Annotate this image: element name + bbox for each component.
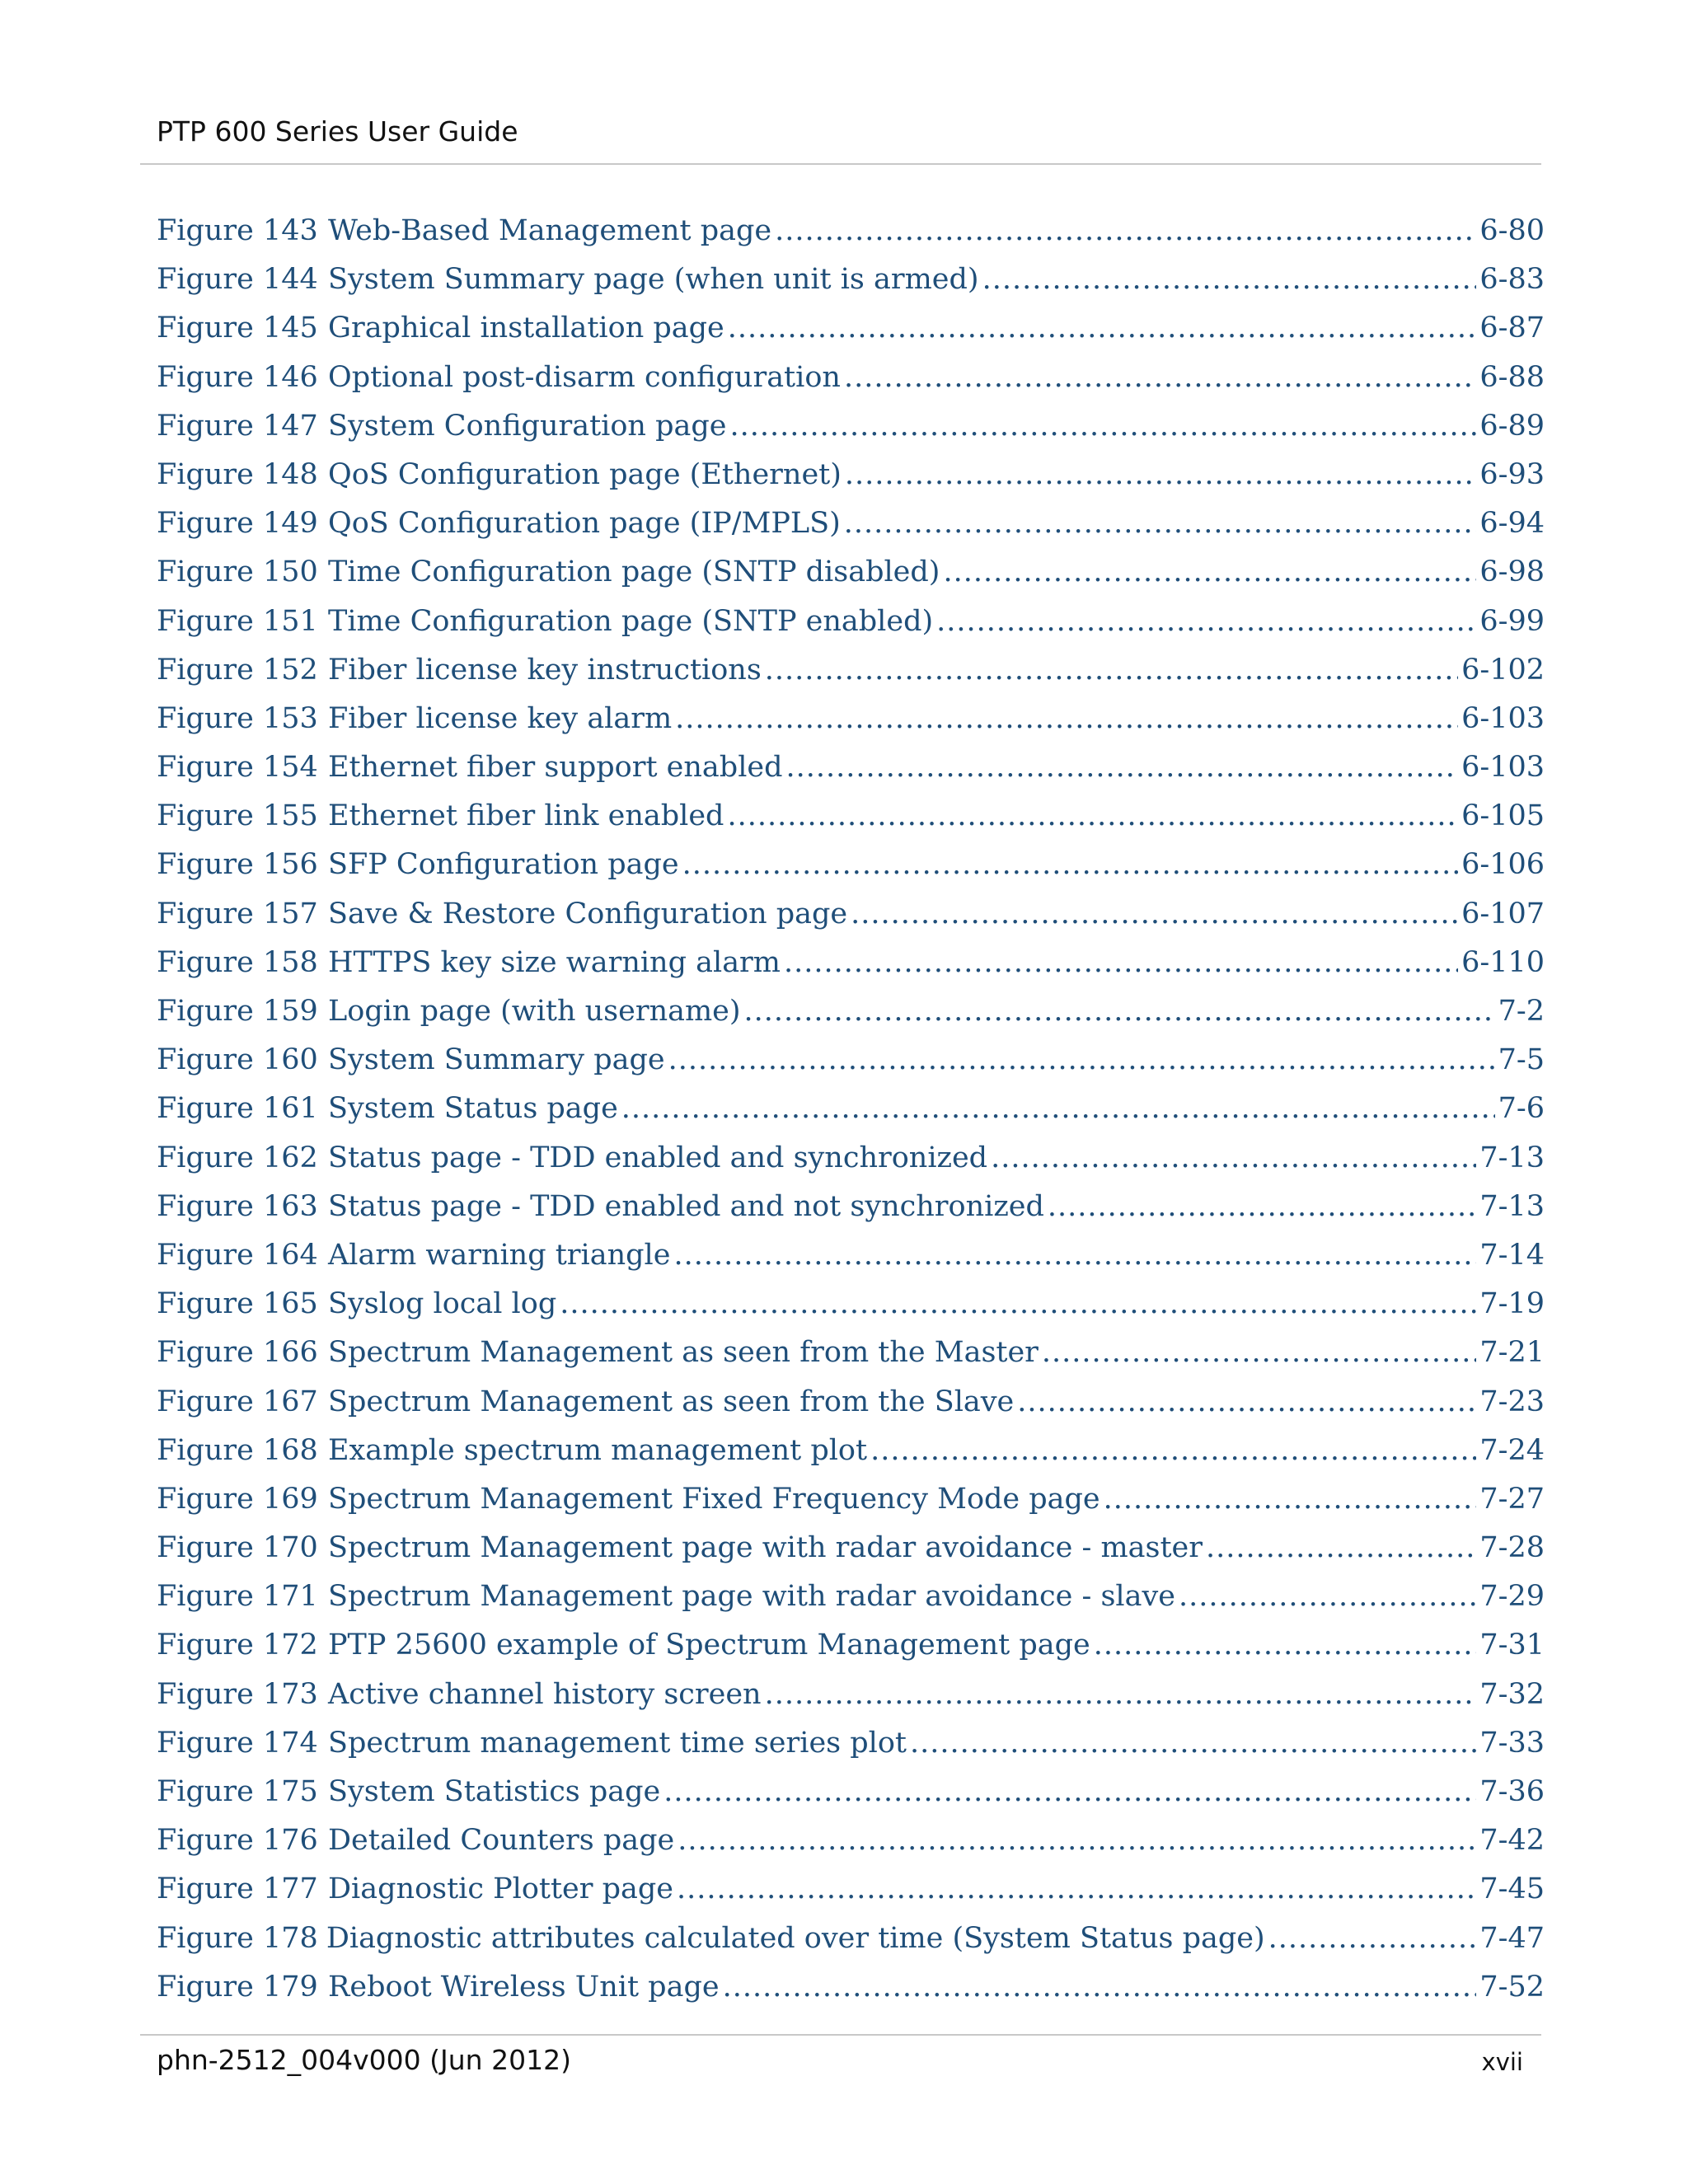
toc-entry-number: Figure 154 xyxy=(157,751,318,785)
toc-entry-page: 6-110 xyxy=(1461,945,1545,979)
toc-dot-leader xyxy=(982,263,1477,296)
toc-dot-leader xyxy=(1094,1629,1477,1661)
toc-entry[interactable] xyxy=(157,799,1545,848)
toc-entry-number: Figure 145 xyxy=(157,312,318,345)
toc-entry[interactable] xyxy=(157,458,1545,507)
toc-entry-title: System Summary page (when unit is armed) xyxy=(328,263,979,297)
toc-entry-title: Login page (with username) xyxy=(328,995,741,1028)
toc-entry-title: Web-Based Management page xyxy=(328,214,772,247)
toc-dot-leader xyxy=(844,361,1476,394)
toc-entry-number: Figure 174 xyxy=(157,1726,318,1760)
toc-entry-page: 7-23 xyxy=(1479,1385,1545,1418)
toc-entry[interactable] xyxy=(157,995,1545,1043)
toc-entry-number: Figure 171 xyxy=(157,1580,318,1614)
toc-entry-title: Reboot Wireless Unit page xyxy=(328,1970,720,2004)
toc-dot-leader xyxy=(784,946,1458,979)
footer-page-number: xvii xyxy=(1481,2048,1523,2076)
toc-dot-leader xyxy=(677,1872,1476,1905)
toc-entry[interactable] xyxy=(157,312,1545,360)
toc-entry-page: 6-107 xyxy=(1461,897,1545,930)
footer-doc-id: phn-2512_004v000 (Jun 2012) xyxy=(157,2044,571,2076)
toc-dot-leader xyxy=(1104,1483,1477,1516)
toc-entry-title: Active channel history screen xyxy=(328,1677,762,1711)
toc-entry-page: 6-105 xyxy=(1461,799,1545,833)
toc-entry[interactable] xyxy=(157,507,1545,555)
toc-entry-title: Optional post-disarm configuration xyxy=(328,360,841,394)
toc-entry-title: Spectrum Management page with radar avoidance - master xyxy=(328,1531,1203,1565)
toc-entry-page: 6-80 xyxy=(1479,214,1545,247)
toc-entry-page: 7-47 xyxy=(1479,1921,1545,1955)
toc-entry[interactable] xyxy=(157,1043,1545,1092)
toc-entry[interactable] xyxy=(157,702,1545,751)
toc-dot-leader xyxy=(786,751,1459,784)
toc-dot-leader xyxy=(678,1824,1476,1857)
toc-entry[interactable] xyxy=(157,1531,1545,1580)
toc-dot-leader xyxy=(663,1775,1476,1808)
toc-entry-title: Spectrum Management as seen from the Slave xyxy=(328,1385,1015,1418)
toc-entry-title: Save & Restore Configuration page xyxy=(328,897,848,930)
toc-entry-number: Figure 176 xyxy=(157,1824,318,1858)
toc-entry-number: Figure 148 xyxy=(157,457,318,491)
toc-entry[interactable] xyxy=(157,1580,1545,1629)
toc-entry-title: Detailed Counters page xyxy=(328,1824,675,1858)
toc-entry-title: Fiber license key alarm xyxy=(328,701,673,735)
toc-entry-title: Time Configuration page (SNTP disabled) xyxy=(328,555,940,589)
toc-entry-page: 7-31 xyxy=(1479,1629,1545,1662)
toc-entry-page: 6-83 xyxy=(1479,263,1545,297)
toc-entry[interactable] xyxy=(157,1141,1545,1190)
toc-entry[interactable] xyxy=(157,1971,1545,2019)
toc-entry-number: Figure 147 xyxy=(157,409,318,443)
toc-entry-number: Figure 151 xyxy=(157,604,318,638)
toc-entry-number: Figure 169 xyxy=(157,1482,318,1516)
toc-dot-leader xyxy=(723,1971,1477,2004)
toc-entry-title: Example spectrum management plot xyxy=(328,1433,868,1467)
toc-entry-number: Figure 177 xyxy=(157,1872,318,1906)
toc-entry[interactable] xyxy=(157,361,1545,410)
toc-entry-title: Spectrum Management as seen from the Master xyxy=(328,1336,1039,1370)
toc-entry-number: Figure 163 xyxy=(157,1189,318,1223)
toc-dot-leader xyxy=(765,654,1458,687)
toc-entry-title: Spectrum management time series plot xyxy=(328,1726,907,1760)
toc-entry-number: Figure 155 xyxy=(157,799,318,833)
toc-entry-number: Figure 146 xyxy=(157,360,318,394)
toc-entry-number: Figure 162 xyxy=(157,1141,318,1174)
toc-dot-leader xyxy=(1268,1922,1477,1955)
toc-entry-page: 6-103 xyxy=(1461,751,1545,785)
toc-dot-leader xyxy=(851,898,1458,930)
toc-entry[interactable] xyxy=(157,1483,1545,1531)
toc-entry[interactable] xyxy=(157,1775,1545,1824)
toc-entry[interactable] xyxy=(157,848,1545,897)
toc-entry[interactable] xyxy=(157,1922,1545,1971)
toc-dot-leader xyxy=(744,995,1495,1028)
toc-entry-page: 6-102 xyxy=(1461,653,1545,687)
toc-entry-title: Spectrum Management Fixed Frequency Mode page xyxy=(328,1482,1100,1516)
toc-entry[interactable] xyxy=(157,605,1545,654)
toc-entry-page: 7-13 xyxy=(1479,1189,1545,1223)
toc-entry-title: Syslog local log xyxy=(328,1287,557,1321)
toc-entry-page: 6-87 xyxy=(1479,312,1545,345)
toc-entry-page: 7-33 xyxy=(1479,1726,1545,1760)
toc-entry-number: Figure 165 xyxy=(157,1287,318,1321)
toc-entry-number: Figure 152 xyxy=(157,653,318,687)
toc-entry-title: QoS Configuration page (IP/MPLS) xyxy=(328,507,841,541)
toc-entry-number: Figure 150 xyxy=(157,555,318,589)
toc-entry-title: Status page - TDD enabled and not synchronized xyxy=(328,1189,1044,1223)
toc-entry-number: Figure 143 xyxy=(157,214,318,247)
page-header-title: PTP 600 Series User Guide xyxy=(157,115,518,148)
toc-entry-number: Figure 178 xyxy=(157,1921,318,1955)
toc-entry-title: Diagnostic attributes calculated over time (System Status page) xyxy=(326,1921,1265,1955)
toc-entry-number: Figure 144 xyxy=(157,263,318,297)
toc-entry-page: 7-32 xyxy=(1479,1677,1545,1711)
toc-entry-title: Graphical installation page xyxy=(328,312,724,345)
toc-entry[interactable] xyxy=(157,654,1545,702)
toc-entry-title: System Summary page xyxy=(328,1043,665,1077)
toc-dot-leader xyxy=(673,1239,1476,1272)
toc-entry-number: Figure 167 xyxy=(157,1385,318,1418)
toc-entry-number: Figure 160 xyxy=(157,1043,318,1077)
toc-entry-title: System Configuration page xyxy=(328,409,727,443)
toc-entry-number: Figure 161 xyxy=(157,1092,318,1126)
toc-entry-page: 7-28 xyxy=(1479,1531,1545,1565)
toc-entry[interactable] xyxy=(157,1092,1545,1141)
toc-entry-title: HTTPS key size warning alarm xyxy=(328,945,781,979)
toc-entry-page: 7-52 xyxy=(1479,1970,1545,2004)
toc-entry[interactable] xyxy=(157,1287,1545,1336)
toc-entry-page: 7-24 xyxy=(1479,1433,1545,1467)
toc-entry[interactable] xyxy=(157,1239,1545,1287)
toc-dot-leader xyxy=(1048,1190,1476,1223)
toc-entry-title: Fiber license key instructions xyxy=(328,653,762,687)
toc-entry-title: Time Configuration page (SNTP enabled) xyxy=(328,604,934,638)
toc-entry[interactable] xyxy=(157,1678,1545,1727)
header-divider xyxy=(140,163,1541,165)
toc-entry-number: Figure 159 xyxy=(157,995,318,1028)
toc-dot-leader xyxy=(1042,1336,1476,1369)
toc-entry-title: SFP Configuration page xyxy=(328,848,679,882)
toc-entry-page: 6-103 xyxy=(1461,701,1545,735)
toc-dot-leader xyxy=(621,1092,1495,1125)
toc-entry-title: Ethernet fiber support enabled xyxy=(328,751,783,785)
toc-dot-leader xyxy=(675,702,1458,735)
toc-dot-leader xyxy=(943,555,1476,588)
toc-entry-number: Figure 164 xyxy=(157,1238,318,1272)
toc-entry-number: Figure 179 xyxy=(157,1970,318,2004)
toc-entry-number: Figure 149 xyxy=(157,507,318,541)
toc-entry-page: 7-2 xyxy=(1498,995,1545,1028)
toc-entry-number: Figure 175 xyxy=(157,1775,318,1808)
toc-entry-page: 7-6 xyxy=(1498,1092,1545,1126)
toc-entry-number: Figure 170 xyxy=(157,1531,318,1565)
toc-dot-leader xyxy=(682,848,1458,881)
toc-entry-page: 7-21 xyxy=(1479,1336,1545,1370)
toc-dot-leader xyxy=(845,458,1476,491)
toc-entry-number: Figure 156 xyxy=(157,848,318,882)
toc-entry[interactable] xyxy=(157,214,1545,263)
toc-entry-number: Figure 173 xyxy=(157,1677,318,1711)
toc-entry-number: Figure 172 xyxy=(157,1629,318,1662)
toc-entry-page: 7-42 xyxy=(1479,1824,1545,1858)
toc-entry[interactable] xyxy=(157,1872,1545,1921)
toc-entry-number: Figure 158 xyxy=(157,945,318,979)
toc-entry-number: Figure 157 xyxy=(157,897,318,930)
toc-entry-title: Ethernet fiber link enabled xyxy=(328,799,724,833)
toc-entry-title: Alarm warning triangle xyxy=(328,1238,671,1272)
toc-entry-page: 6-94 xyxy=(1479,507,1545,541)
toc-dot-leader xyxy=(727,799,1458,832)
toc-dot-leader xyxy=(1179,1580,1476,1613)
toc-entry[interactable] xyxy=(157,1336,1545,1385)
toc-entry-page: 7-19 xyxy=(1479,1287,1545,1321)
toc-entry[interactable] xyxy=(157,1824,1545,1872)
toc-entry-number: Figure 166 xyxy=(157,1336,318,1370)
toc-entry-title: PTP 25600 example of Spectrum Management page xyxy=(328,1629,1090,1662)
toc-entry[interactable] xyxy=(157,555,1545,604)
toc-entry[interactable] xyxy=(157,898,1545,946)
toc-entry-page: 7-27 xyxy=(1479,1482,1545,1516)
toc-dot-leader xyxy=(1017,1385,1476,1418)
toc-dot-leader xyxy=(775,214,1476,247)
toc-dot-leader xyxy=(668,1043,1495,1076)
toc-dot-leader xyxy=(910,1727,1476,1760)
toc-entry-title: QoS Configuration page (Ethernet) xyxy=(328,457,842,491)
toc-dot-leader xyxy=(991,1141,1476,1174)
toc-entry-page: 7-45 xyxy=(1479,1872,1545,1906)
toc-dot-leader xyxy=(1206,1531,1476,1564)
toc-entry-title: System Statistics page xyxy=(328,1775,661,1808)
toc-entry[interactable] xyxy=(157,751,1545,799)
toc-entry[interactable] xyxy=(157,1190,1545,1239)
toc-entry-page: 6-99 xyxy=(1479,604,1545,638)
toc-entry-page: 6-98 xyxy=(1479,555,1545,589)
toc-entry-title: Spectrum Management page with radar avoidance - slave xyxy=(328,1580,1175,1614)
toc-entry-title: System Status page xyxy=(328,1092,618,1126)
toc-entry-page: 6-93 xyxy=(1479,457,1545,491)
list-of-figures xyxy=(157,214,1545,2019)
toc-entry-page: 7-36 xyxy=(1479,1775,1545,1808)
toc-dot-leader xyxy=(728,312,1477,344)
toc-entry-number: Figure 153 xyxy=(157,701,318,735)
toc-entry-page: 7-29 xyxy=(1479,1580,1545,1614)
toc-entry-title: Diagnostic Plotter page xyxy=(328,1872,673,1906)
toc-dot-leader xyxy=(870,1434,1476,1467)
toc-entry-page: 6-106 xyxy=(1461,848,1545,882)
toc-entry-page: 7-14 xyxy=(1479,1238,1545,1272)
toc-entry[interactable] xyxy=(157,1629,1545,1677)
toc-entry[interactable] xyxy=(157,1434,1545,1483)
toc-dot-leader xyxy=(844,507,1477,540)
toc-entry[interactable] xyxy=(157,946,1545,995)
toc-entry[interactable] xyxy=(157,410,1545,458)
toc-entry-page: 6-88 xyxy=(1479,360,1545,394)
footer-divider xyxy=(140,2034,1541,2036)
toc-entry-number: Figure 168 xyxy=(157,1433,318,1467)
toc-dot-leader xyxy=(765,1678,1477,1711)
toc-dot-leader xyxy=(936,605,1476,638)
toc-entry[interactable] xyxy=(157,1385,1545,1434)
toc-entry-page: 7-5 xyxy=(1498,1043,1545,1077)
toc-entry[interactable] xyxy=(157,263,1545,312)
toc-dot-leader xyxy=(560,1287,1476,1320)
toc-dot-leader xyxy=(729,410,1476,443)
toc-entry-page: 6-89 xyxy=(1479,409,1545,443)
toc-entry-page: 7-13 xyxy=(1479,1141,1545,1174)
toc-entry[interactable] xyxy=(157,1727,1545,1775)
toc-entry-title: Status page - TDD enabled and synchronized xyxy=(328,1141,988,1174)
